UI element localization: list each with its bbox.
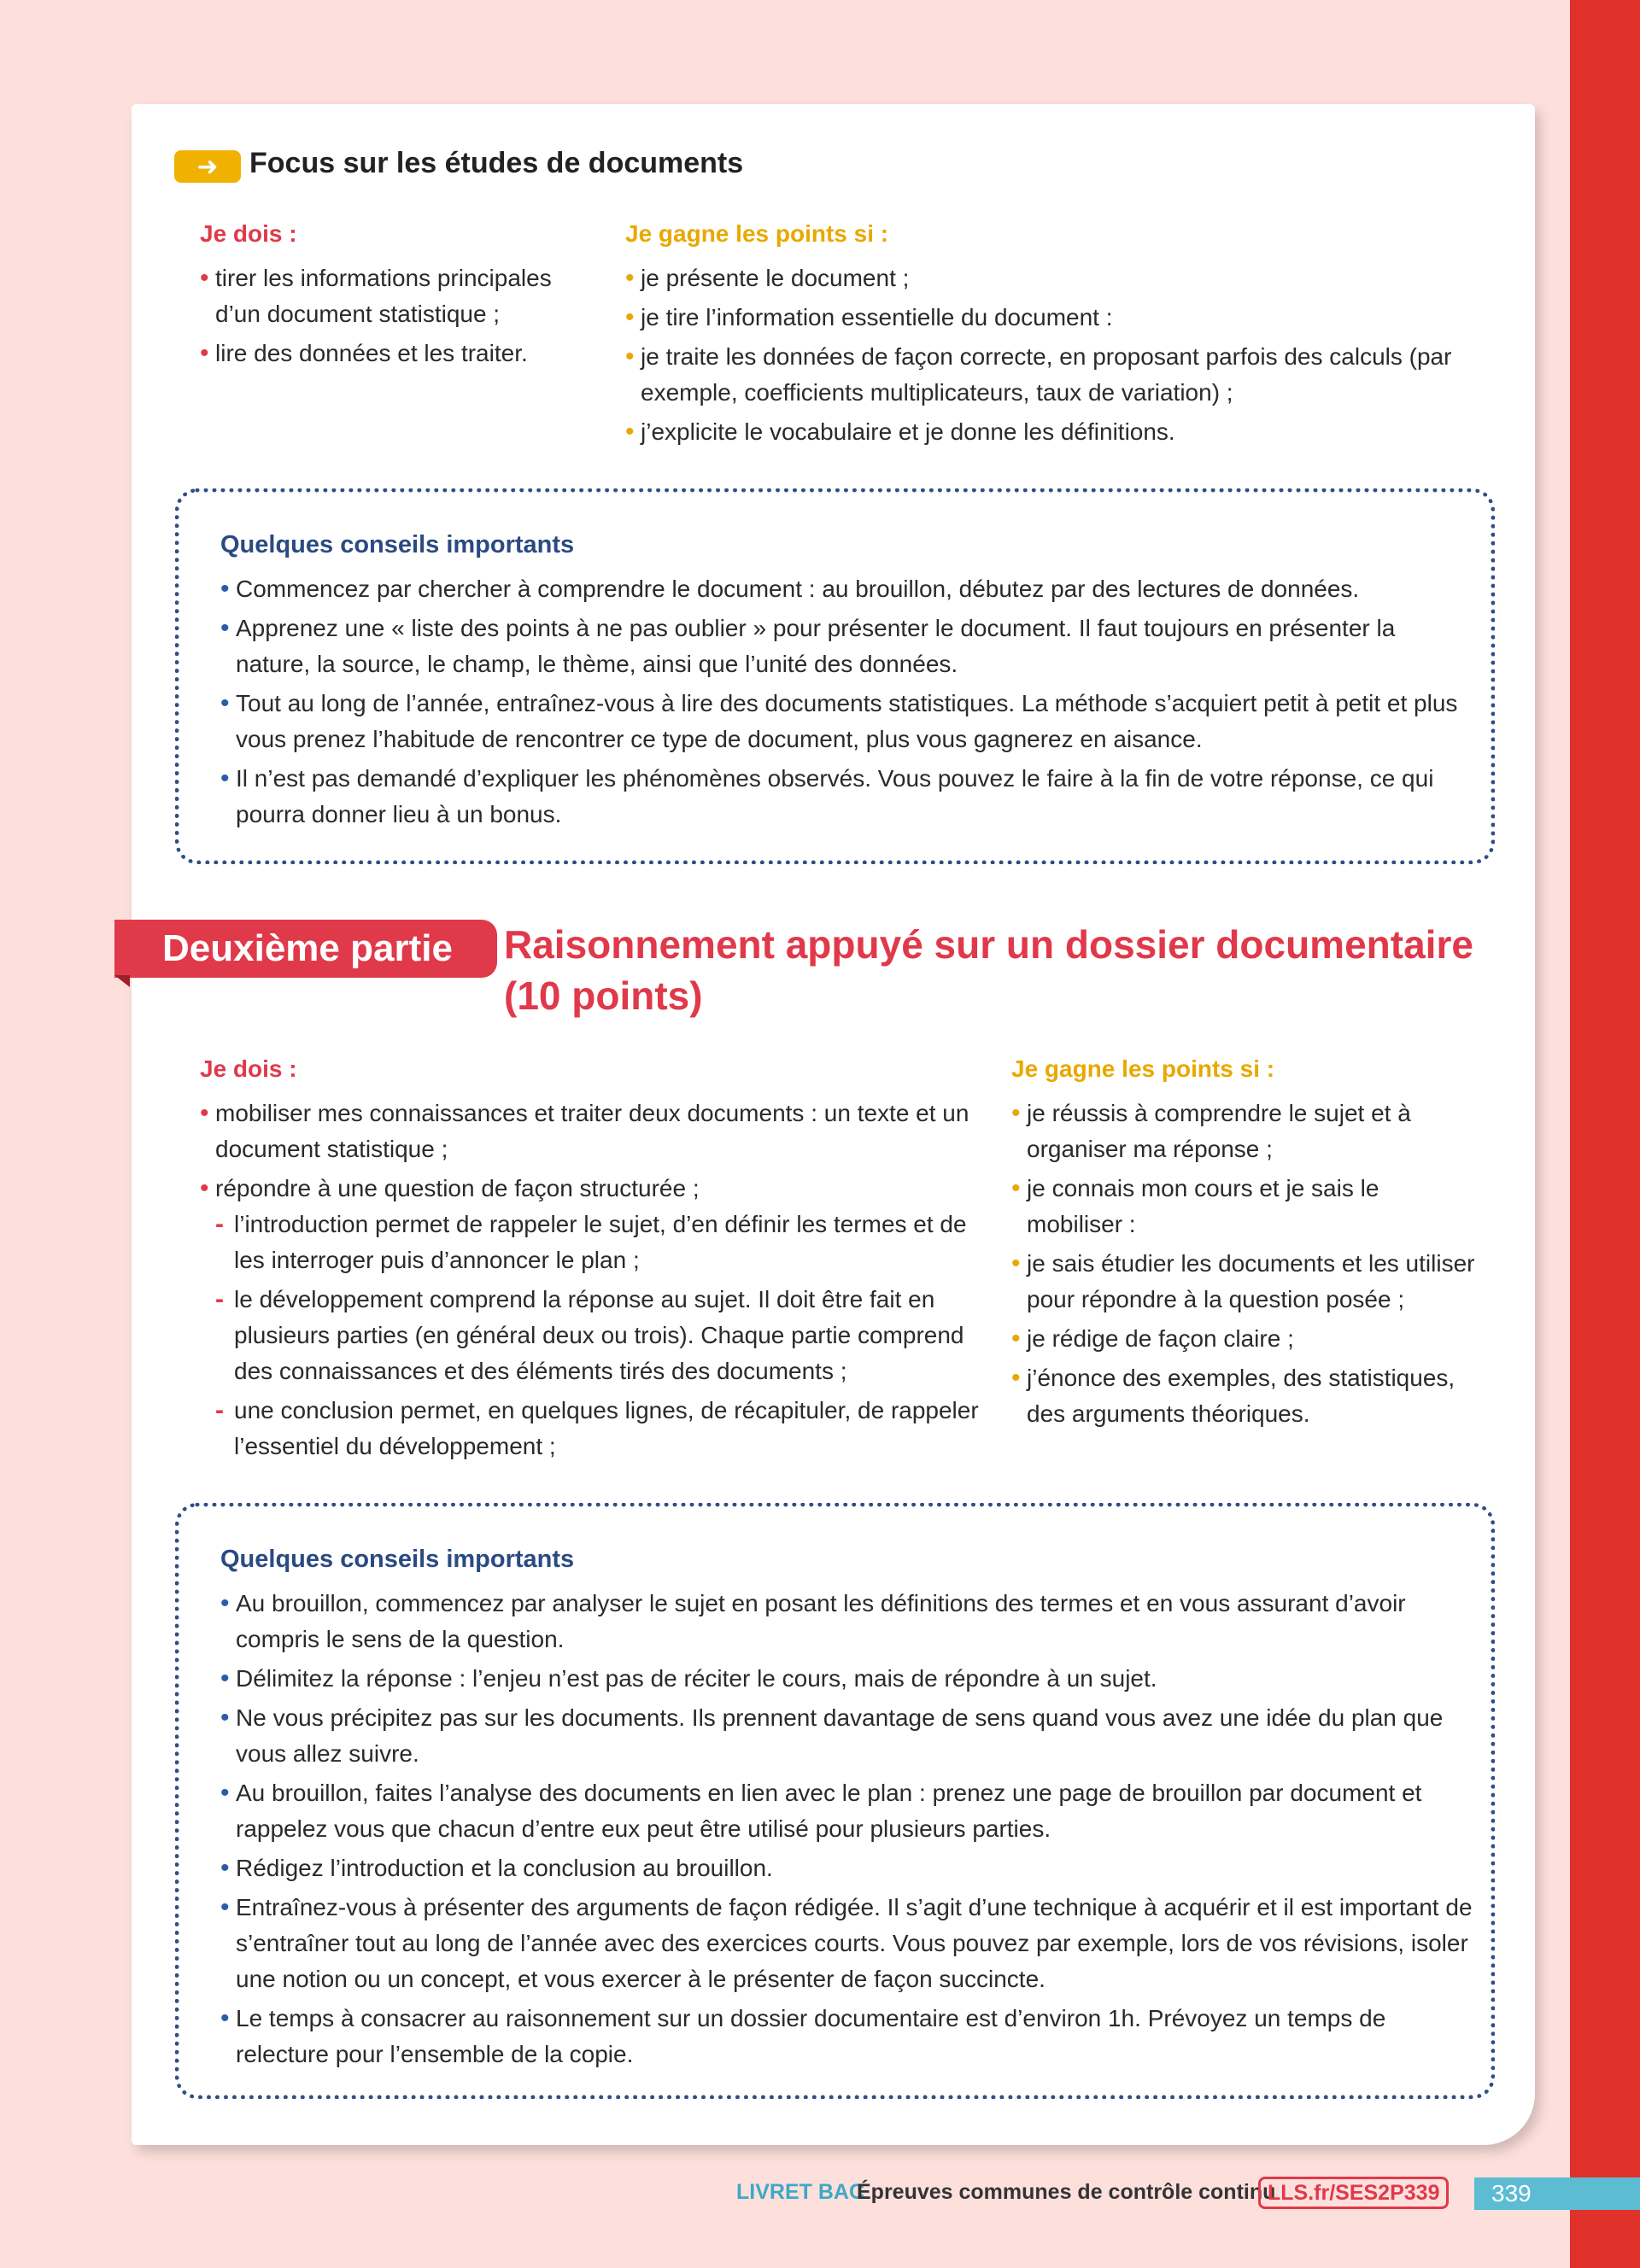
arrow-right-icon: ➜ [174, 150, 241, 183]
points-list [1011, 1096, 1481, 1435]
list-item: • j’explicite le vocabulaire et je donne les définitions. [625, 414, 1479, 450]
list-item: • Rédigez l’introduction et la conclusion au brouillon. [220, 1850, 1476, 1886]
part-tag-fold [114, 975, 130, 987]
advice-list [220, 1586, 1476, 2076]
list-item: • je réussis à comprendre le sujet et à organiser ma réponse ; [1011, 1096, 1481, 1167]
advice-box [175, 1503, 1495, 2099]
list-item: • Le temps à consacrer au raisonnement sur un dossier documentaire est d’environ 1h. Prévoyez un temps de relecture pour l’ensemble de la copie. [220, 2001, 1476, 2072]
list-item: • Entraînez-vous à présenter des arguments de façon rédigée. Il s’agit d’une technique à acquérir et il est important de s’entraîner tout au long de l’année avec des exercices courts. Vous pouvez par exemple, lors de vos révisions, isoler une notion ou un concept, et vous exercer à le présenter de façon succincte. [220, 1890, 1476, 1997]
je-dois-list [200, 260, 601, 375]
list-item: - l’introduction permet de rappeler le sujet, d’en définir les termes et de les interroger puis d’annoncer le plan ; [215, 1207, 994, 1278]
list-item: • j’énonce des exemples, des statistiques, des arguments théoriques. [1011, 1360, 1481, 1432]
footer-livret: LIVRET BAC [736, 2180, 864, 2204]
points-list [625, 260, 1479, 453]
list-item: • je tire l’information essentielle du document : [625, 300, 1479, 336]
list-item: • Au brouillon, faites l’analyse des documents en lien avec le plan : prenez une page de brouillon par document et rappelez vous que chacun d’entre eux peut être utilisé pour plusieurs parties. [220, 1775, 1476, 1847]
list-item: • Au brouillon, commencez par analyser le sujet en posant les définitions des termes et en vous assurant d’avoir compris le sens de la question. [220, 1586, 1476, 1657]
points-heading: Je gagne les points si : [625, 220, 889, 247]
footer-subtitle: Épreuves communes de contrôle continu [857, 2180, 1276, 2204]
list-item: - une conclusion permet, en quelques lignes, de récapituler, de rappeler l’essentiel du développement ; [215, 1393, 994, 1464]
advice-list [220, 571, 1467, 836]
list-item: • Ne vous précipitez pas sur les documents. Ils prennent davantage de sens quand vous avez une idée du plan que vous allez suivre. [220, 1700, 1476, 1772]
list-item: • lire des données et les traiter. [200, 336, 601, 371]
list-item: - le développement comprend la réponse au sujet. Il doit être fait en plusieurs parties (en général deux ou trois). Chaque partie comprend des connaissances et des éléments tirés des documents ; [215, 1282, 994, 1389]
je-dois-list [200, 1096, 994, 1207]
advice-box [175, 488, 1495, 864]
je-dois-column [200, 1096, 994, 1468]
list-item: • répondre à une question de façon structurée ; [200, 1171, 994, 1207]
list-item: • mobiliser mes connaissances et traiter deux documents : un texte et un document statistique ; [200, 1096, 994, 1167]
list-item: • tirer les informations principales d’un document statistique ; [200, 260, 601, 332]
je-dois-heading: Je dois : [200, 1055, 297, 1082]
focus-title: Focus sur les études de documents [249, 147, 744, 179]
je-dois-heading: Je dois : [200, 220, 297, 247]
list-item: • Commencez par chercher à comprendre le document : au brouillon, débutez par des lectures de données. [220, 571, 1467, 607]
advice-title: Quelques conseils importants [220, 531, 575, 558]
footer-link[interactable]: LLS.fr/SES2P339 [1258, 2177, 1449, 2209]
list-item: • Il n’est pas demandé d’expliquer les phénomènes observés. Vous pouvez le faire à la fin de votre réponse, ce qui pourra donner lieu à un bonus. [220, 761, 1467, 833]
page-number: 339 [1474, 2177, 1640, 2210]
points-heading: Je gagne les points si : [1011, 1055, 1275, 1082]
list-item: • je traite les données de façon correcte, en proposant parfois des calculs (par exemple, coefficients multiplicateurs, taux de variation) ; [625, 339, 1479, 411]
part-title: Raisonnement appuyé sur un dossier documentaire (10 points) [504, 922, 1473, 1018]
list-item: • Tout au long de l’année, entraînez-vous à lire des documents statistiques. La méthode s’acquiert petit à petit et plus vous prenez l’habitude de rencontrer ce type de document, plus vous gagnerez en aisance. [220, 686, 1467, 757]
list-item: • je sais étudier les documents et les utiliser pour répondre à la question posée ; [1011, 1246, 1481, 1318]
list-item: • je présente le document ; [625, 260, 1479, 296]
advice-title: Quelques conseils importants [220, 1546, 575, 1573]
list-item: • Apprenez une « liste des points à ne pas oublier » pour présenter le document. Il faut toujours en présenter la nature, la source, le champ, le thème, ainsi que l’unité des données. [220, 611, 1467, 682]
page-edge-band [1570, 0, 1640, 2268]
part-tag: Deuxième partie [114, 920, 497, 978]
list-item: • Délimitez la réponse : l’enjeu n’est pas de réciter le cours, mais de répondre à un sujet. [220, 1661, 1476, 1697]
list-item: • je rédige de façon claire ; [1011, 1321, 1481, 1357]
sub-list [215, 1207, 994, 1464]
list-item: • je connais mon cours et je sais le mobiliser : [1011, 1171, 1481, 1242]
